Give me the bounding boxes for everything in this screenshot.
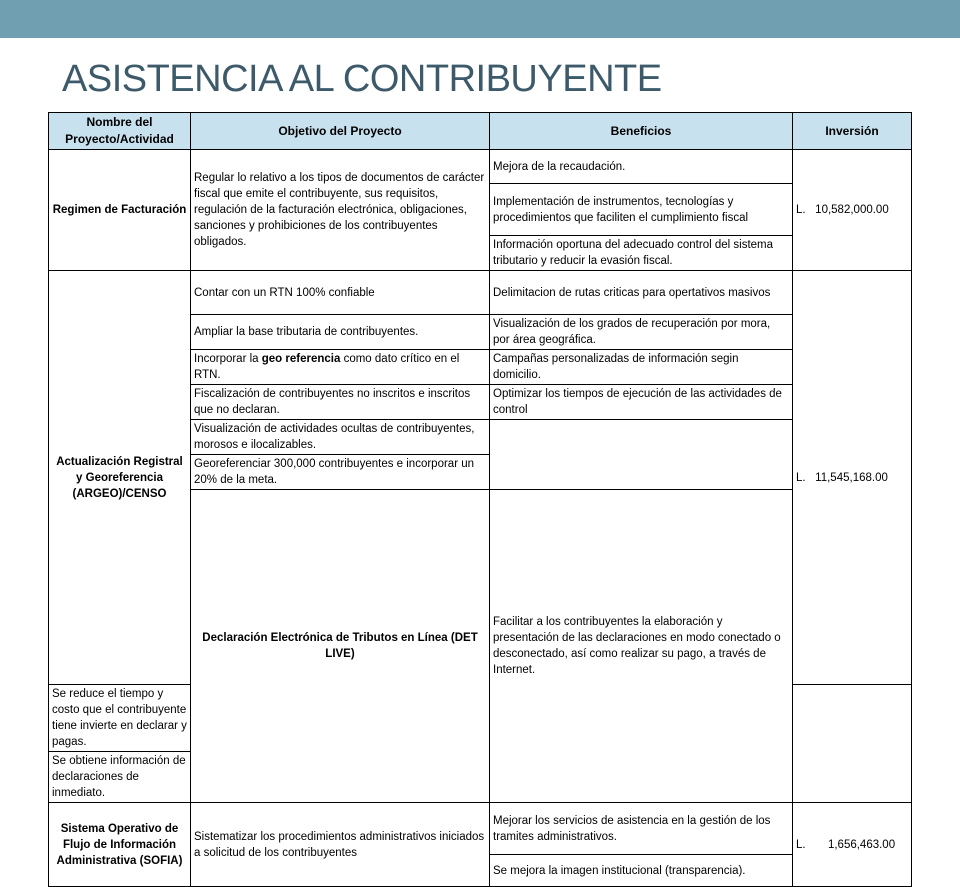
project-name: Declaración Electrónica de Tributos en Línea (DET LIVE) [191, 490, 490, 803]
objective-emphasis: geo referencia [261, 353, 341, 365]
benefit-cell: Optimizar los tiempos de ejecución de las actividades de control [490, 385, 793, 420]
table-row [49, 271, 912, 315]
project-name: Actualización Registral y Georeferencia (ARGEO)/CENSO [49, 271, 191, 685]
project-objective: Facilitar a los contribuyentes la elaboración y presentación de las declaraciones en modo conectado o desconectado, así como realizar su pago, a través de Internet. [490, 490, 793, 803]
project-name: Sistema Operativo de Flujo de Información Administrativa (SOFIA) [49, 803, 191, 887]
investment-amount: L. 10,582,000.00 [793, 150, 912, 271]
project-name: Regimen de Facturación [49, 150, 191, 271]
benefit-cell-empty [490, 420, 793, 490]
objective-cell: Contar con un RTN 100% confiable [191, 271, 490, 315]
benefit-cell: Visualización de los grados de recuperación por mora, por área geográfica. [490, 315, 793, 350]
benefit-cell: Se obtiene información de declaraciones de inmediato. [49, 752, 191, 803]
benefit-cell: Mejorar los servicios de asistencia en la gestión de los tramites administrativos. [490, 803, 793, 855]
header-benefits: Beneficios [490, 113, 793, 150]
objective-cell: Ampliar la base tributaria de contribuyentes. [191, 315, 490, 350]
investment-amount: L. 1,656,463.00 [793, 803, 912, 887]
table-row [49, 150, 912, 184]
objective-text: Incorporar la [194, 353, 262, 365]
benefit-cell: Se mejora la imagen institucional (transparencia). [490, 855, 793, 887]
benefit-cell: Se reduce el tiempo y costo que el contribuyente tiene invierte en declarar y pagas. [49, 685, 191, 752]
table-row [49, 803, 912, 855]
header-investment: Inversión [793, 113, 912, 150]
top-accent-bar [0, 0, 960, 38]
table-header-row [49, 113, 912, 150]
benefit-cell: Delimitacion de rutas criticas para opertativos masivos [490, 271, 793, 315]
benefit-cell: Campañas personalizadas de información segin domicilio. [490, 350, 793, 385]
investment-amount: L. 11,545,168.00 [793, 271, 912, 685]
benefit-cell: Implementación de instrumentos, tecnologías y procedimientos que faciliten el cumplimiento fiscal [490, 184, 793, 236]
benefit-cell: Información oportuna del adecuado control del sistema tributario y reducir la evasión fiscal. [490, 236, 793, 271]
project-objective: Sistematizar los procedimientos administrativos iniciados a solicitud de los contribuyentes [191, 803, 490, 887]
objective-text: como dato crítico en el RTN. [194, 353, 460, 381]
benefit-cell: Mejora de la recaudación. [490, 150, 793, 184]
slide-title: ASISTENCIA AL CONTRIBUYENTE [62, 58, 662, 100]
investment-table [48, 112, 912, 887]
header-project: Nombre del Proyecto/Actividad [49, 113, 191, 150]
objective-cell: Visualización de actividades ocultas de contribuyentes, morosos e ilocalizables. [191, 420, 490, 455]
objective-cell: Fiscalización de contribuyentes no inscritos e inscritos que no declaran. [191, 385, 490, 420]
objective-cell: Georeferenciar 300,000 contribuyentes e incorporar un 20% de la meta. [191, 455, 490, 490]
project-objective: Regular lo relativo a los tipos de documentos de carácter fiscal que emite el contribuyente, sus requisitos, regulación de la facturación electrónica, obligaciones, sanciones y prohibiciones de los contribuyentes obligados. [191, 150, 490, 271]
header-objective: Objetivo del Proyecto [191, 113, 490, 150]
objective-cell [191, 350, 490, 385]
